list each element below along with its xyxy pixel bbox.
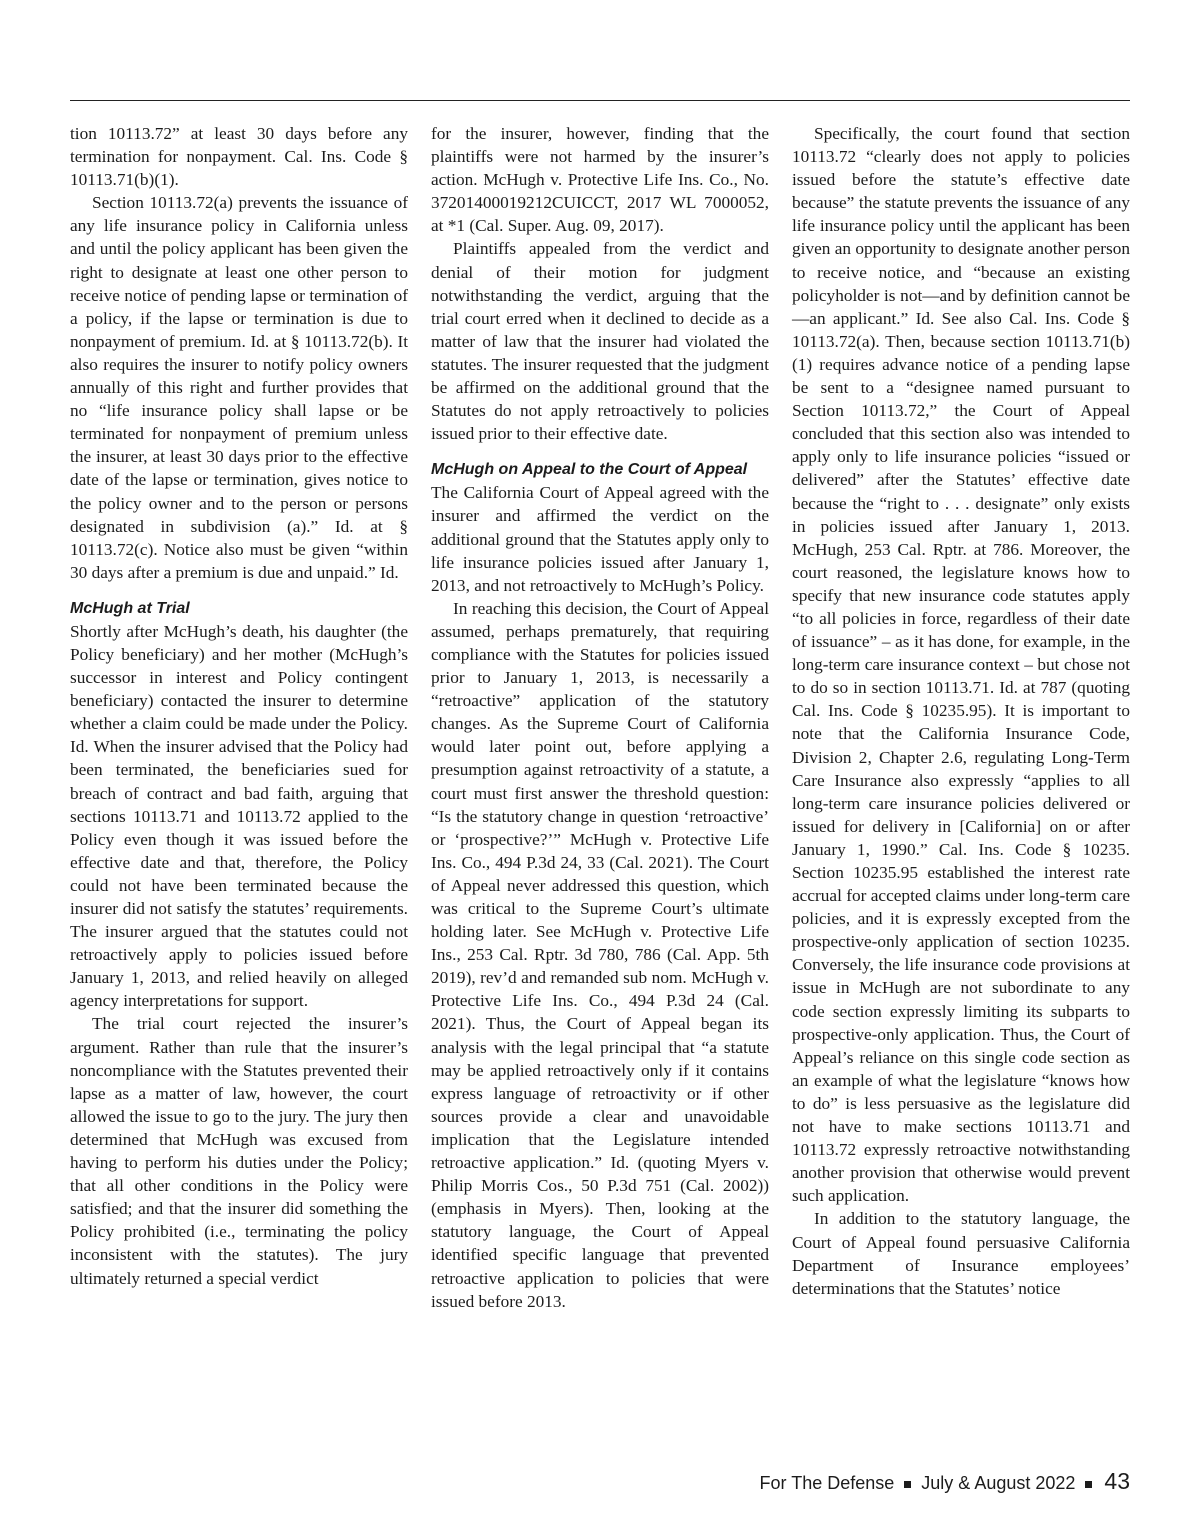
- article-column-3: [792, 122, 1130, 1300]
- paragraph: In reaching this decision, the Court of Appeal assumed, perhaps prematurely, that requiring compliance with the Statutes for policies issued prior to January 1, 2013, is necessarily a “retroactive” application of the statutory changes. As the Supreme Court of California would later point out, before applying a presumption against retroactivity of a statute, a court must first answer the threshold question: “Is the statutory change in question ‘retroactive’ or ‘prospective?’” McHugh v. Protective Life Ins. Co., 494 P.3d 24, 33 (Cal. 2021). The Court of Appeal never addressed this question, which was critical to the Supreme Court’s ultimate holding later. See McHugh v. Protective Life Ins., 253 Cal. Rptr. 3d 780, 786 (Cal. App. 5th 2019), rev’d and remanded sub nom. McHugh v. Protective Life Ins. Co., 494 P.3d 24 (Cal. 2021). Thus, the Court of Appeal began its analysis with the legal principal that “a statute may be applied retroactively only if it contains express language of retroactivity or if other sources provide a clear and unavoidable implication that the Legislature intended retroactive application.” Id. (quoting Myers v. Philip Morris Cos., 50 P.3d 751 (Cal. 2002)) (emphasis in Myers). Then, looking at the statutory language, the Court of Appeal identified specific language that prevented retroactive application to policies that were issued before 2013.: [431, 598, 769, 1311]
- paragraph: for the insurer, however, finding that the plaintiffs were not harmed by the insurer’s action. McHugh v. Protective Life Ins. Co., No. 37201400019212CUICCT, 2017 WL 7000052, at *1 (Cal. Super. Aug. 09, 2017).: [431, 124, 769, 236]
- paragraph: Plaintiffs appealed from the verdict and denial of their motion for judgment notwithstanding the verdict, arguing that the trial court erred when it declined to decide as a matter of law that the insurer had violated the statutes. The insurer requested that the judgment be affirmed on the additional ground that the Statutes do not apply retroactively to policies issued prior to their effective date.: [431, 239, 769, 444]
- issue-date: July & August 2022: [921, 1473, 1076, 1493]
- header-rule: [70, 100, 1130, 101]
- square-bullet-icon: [1085, 1481, 1092, 1488]
- article-column-2: [431, 122, 769, 1313]
- paragraph: The trial court rejected the insurer’s argument. Rather than rule that the insurer’s noncompliance with the Statutes prevented their lapse as a matter of law, however, the court allowed the issue to go to the jury. The jury then determined that McHugh was excused from having to perform his duties under the Policy; that all other conditions in the Policy were satisfied; and that the insurer did something the Policy prohibited (i.e., terminating the policy inconsistent with the statutes). The jury ultimately returned a special verdict: [70, 1014, 408, 1288]
- paragraph: In addition to the statutory language, the Court of Appeal found persuasive California Department of Insurance employees’ determinations that the Statutes’ notice: [792, 1209, 1130, 1298]
- square-bullet-icon: [904, 1481, 911, 1488]
- publication-name: For The Defense: [759, 1473, 895, 1493]
- paragraph: Section 10113.72(a) prevents the issuance of any life insurance policy in California unless and until the policy applicant has been given the right to designate at least one other person to receive notice of pending lapse or termination of a policy, if the lapse or termination is due to nonpayment of premium. Id. at § 10113.72(b). It also requires the insurer to notify policy owners annually of this right and further provides that no “life insurance policy shall lapse or be terminated for nonpayment of premium unless the insurer, at least 30 days prior to the effective date of the lapse or termination, gives notice to the policy owner and to the person or persons designated in subdivision (a).” Id. at § 10113.72(c). Notice also must be given “within 30 days after a premium is due and unpaid.” Id.: [70, 193, 408, 582]
- section-heading: McHugh on Appeal to the Court of Appeal: [431, 461, 748, 479]
- paragraph: Shortly after McHugh’s death, his daughter (the Policy beneficiary) and her mother (McHugh’s successor in interest and Policy contingent beneficiary) contacted the insurer to determine whether a claim could be made under the Policy. Id. When the insurer advised that the Policy had been terminated, the beneficiaries sued for breach of contract and bad faith, arguing that sections 10113.71 and 10113.72 applied to the Policy even though it was issued before the effective date and that, therefore, the Policy could not have been terminated because the insurer did not satisfy the statutes’ requirements. The insurer argued that the statutes could not retroactively apply to policies issued before January 1, 2013, and relied heavily on alleged agency interpretations for support.: [70, 621, 408, 1011]
- page-number: 43: [1104, 1468, 1130, 1494]
- section-heading: McHugh at Trial: [70, 599, 190, 617]
- paragraph: The California Court of Appeal agreed with the insurer and affirmed the verdict on the additional ground that the Statutes apply only to life insurance policies issued after January 1, 2013, and not retroactively to McHugh’s Policy.: [431, 483, 769, 595]
- paragraph: tion 10113.72” at least 30 days before any termination for nonpayment. Cal. Ins. Code § 10113.71(b)(1).: [70, 124, 408, 190]
- page-footer: [760, 1468, 1130, 1495]
- article-column-1: [70, 122, 408, 1290]
- paragraph: Specifically, the court found that section 10113.72 “clearly does not apply to policies issued before the statute’s effective date because” the statute prevents the issuance of any life insurance policy until the applicant has been given an opportunity to designate another person to receive notice, and “because an existing policyholder is not—and by definition cannot be—an applicant.” Id. See also Cal. Ins. Code § 10113.72(a). Then, because section 10113.71(b)(1) requires advance notice of a pending lapse be sent to a “designee named pursuant to Section 10113.72,” the Court of Appeal concluded that this section also was intended to apply only to life insurance policies “issued or delivered” after the Statutes’ effective date because the “right to . . . designate” only exists in policies issued after January 1, 2013. McHugh, 253 Cal. Rptr. at 786. Moreover, the court reasoned, the legislature knows how to specify that new insurance code statutes apply “to all policies in force, regardless of their date of issuance” – as it has done, for example, in the long-term care insurance context – but chose not to do so in section 10113.71. Id. at 787 (quoting Cal. Ins. Code § 10235.95). It is important to note that the California Insurance Code, Division 2, Chapter 2.6, regulating Long-Term Care Insurance also expressly “applies to all long-term care insurance policies delivered or issued for delivery in [California] on or after January 1, 1990.” Cal. Ins. Code § 10235. Section 10235.95 established the interest rate accrual for accepted claims under long-term care policies, and it is expressly excepted from the prospective-only application of section 10235. Conversely, the life insurance code provisions at issue in McHugh are not subordinate to any code section expressly limiting its subparts to prospective-only application. Thus, the Court of Appeal’s reliance on this single code section as an example of what the legislature “knows how to do” is less persuasive as the legislature did not have to make sections 10113.71 and 10113.72 expressly retroactive notwithstanding another provision that otherwise would prevent such application.: [792, 124, 1130, 1206]
